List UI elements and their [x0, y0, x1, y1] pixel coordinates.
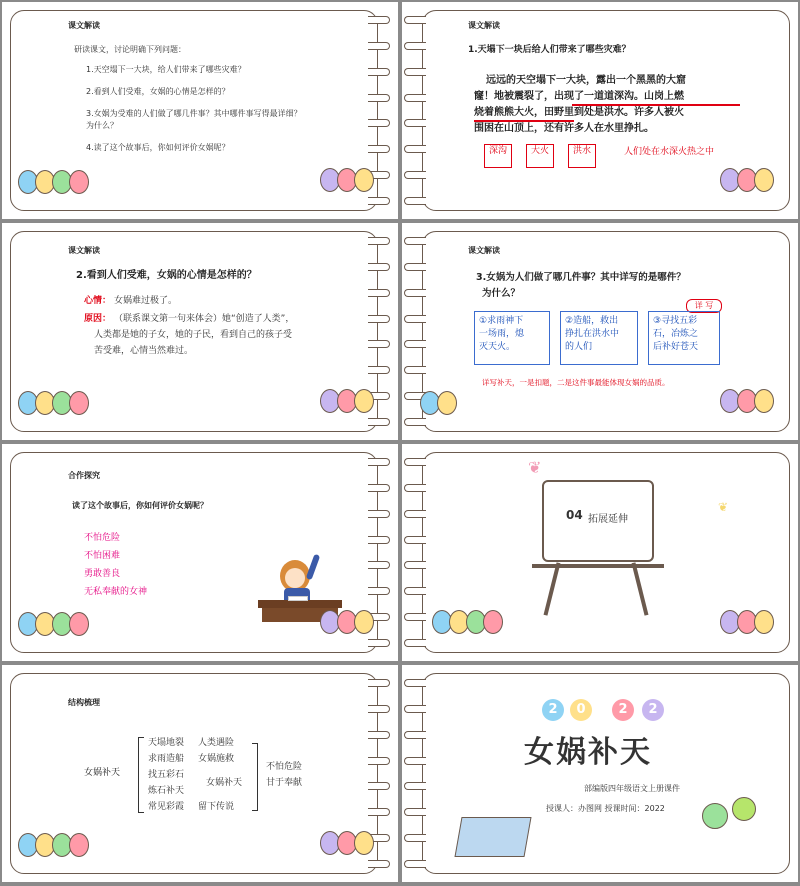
- answer-item: 不怕危险: [84, 533, 121, 543]
- bracket: [252, 743, 258, 811]
- year-balloon: 0: [570, 699, 592, 721]
- butterfly-icon: ❦: [528, 458, 542, 477]
- question-title: 为什么？: [482, 288, 521, 299]
- answer-item: 无私奉献的女神: [84, 587, 148, 597]
- balloons-right: [720, 168, 771, 192]
- notebook-rings: [404, 679, 428, 868]
- slide-6[interactable]: [402, 444, 798, 661]
- passage-line: 围困在山顶上，还有许多人在水里挣扎。: [474, 123, 654, 134]
- passage-line: 烧着熊熊大火，田野里到处是洪水。许多人被火: [474, 107, 684, 118]
- structure-item: 求雨造船: [148, 754, 185, 764]
- balloons-right: [720, 610, 771, 634]
- summary-text: 人们处在水深火热之中: [624, 147, 715, 157]
- passage-line: 窿！地被震裂了，出现了一道道深沟。山岗上燃: [474, 91, 684, 102]
- detail-badge: 详 写: [686, 299, 722, 313]
- structure-item: 天塌地裂: [148, 738, 185, 748]
- balloons-left: [18, 391, 86, 415]
- balloons-left: [18, 833, 86, 857]
- slide-3[interactable]: [2, 223, 398, 440]
- balloons-right: [720, 389, 771, 413]
- slide-8[interactable]: [402, 665, 798, 882]
- notebook-rings: [404, 16, 428, 205]
- reason-text: 苦受难，心情当然难过。: [94, 346, 194, 356]
- balloons-left: [420, 391, 454, 415]
- section-number: 04: [566, 508, 583, 522]
- slide-header: 课文解读: [468, 246, 500, 255]
- intro-text: 研读课文，讨论明确下列问题：: [74, 45, 186, 54]
- balloons-right: [320, 831, 371, 855]
- slide-header: 合作探究: [68, 471, 100, 480]
- tree-icon: [732, 797, 756, 821]
- slide-7[interactable]: [2, 665, 398, 882]
- structure-item: 人类遇险: [198, 738, 235, 748]
- slide-4[interactable]: [402, 223, 798, 440]
- year-balloon: 2: [642, 699, 664, 721]
- question-item: 3.女娲为受难的人们做了哪几件事？其中哪件事写得最详细？: [86, 109, 302, 118]
- reason-text: （联系课文第一句来体会）她“创造了人类”，: [114, 314, 295, 324]
- bracket: [138, 737, 144, 813]
- mood-text: 女娲难过极了。: [114, 296, 178, 306]
- section-title: 拓展延伸: [588, 514, 628, 525]
- question-item: 1.天空塌下一大块，给人们带来了哪些灾难？: [86, 65, 246, 74]
- book-illustration: [454, 817, 531, 857]
- slide-header: 课文解读: [468, 21, 500, 30]
- question-item: 4.读了这个故事后，你如何评价女娲呢？: [86, 143, 230, 152]
- notebook-rings: [404, 458, 428, 647]
- mood-label: 心情：: [84, 296, 112, 306]
- balloons-left: [18, 170, 86, 194]
- passage-line: 远远的天空塌下一大块，露出一个黑黑的大窟: [486, 75, 686, 86]
- structure-root: 女娲补天: [84, 768, 121, 778]
- cover-subtitle: 部编版四年级语文上册课件: [584, 784, 680, 793]
- slide-header: 课文解读: [68, 21, 100, 30]
- balloons-left: [432, 610, 500, 634]
- disaster-tag: 大火: [526, 144, 554, 168]
- deed-box-3: ③寻找五彩 石，冶炼之 后补好苍天: [648, 311, 720, 365]
- slide-header: 结构梳理: [68, 698, 100, 707]
- question-title: 3.女娲为人们做了哪几件事？其中详写的是哪件？: [476, 272, 686, 283]
- easel-shelf: [532, 564, 664, 568]
- structure-item: 留下传说: [198, 802, 235, 812]
- question-title: 2.看到人们受难，女娲的心情是怎样的？: [76, 270, 257, 281]
- deed-box-1: ①求雨神下 一场雨，熄 灭天火。: [474, 311, 550, 365]
- year-balloon: 2: [542, 699, 564, 721]
- question-title: 1.天塌下一块后给人们带来了哪些灾难？: [468, 45, 631, 55]
- year-balloon: 2: [612, 699, 634, 721]
- slide-1[interactable]: [2, 2, 398, 219]
- structure-item: 常见彩霞: [148, 802, 185, 812]
- structure-item: 炼石补天: [148, 786, 185, 796]
- structure-item: 不怕危险: [266, 762, 303, 772]
- answer-item: 勇敢善良: [84, 569, 121, 579]
- question-item: 为什么？: [86, 121, 118, 130]
- question-item: 2.看到人们受难，女娲的心情是怎样的？: [86, 87, 230, 96]
- balloons-right: [320, 610, 371, 634]
- disaster-tag: 洪水: [568, 144, 596, 168]
- structure-item: 女娲补天: [206, 778, 243, 788]
- disaster-tag: 深沟: [484, 144, 512, 168]
- question-title: 读了这个故事后，你如何评价女娲呢？: [72, 501, 208, 510]
- tree-icon: [702, 803, 728, 829]
- slide-2[interactable]: [402, 2, 798, 219]
- balloons-left: [18, 612, 86, 636]
- balloons-right: [320, 389, 371, 413]
- butterfly-icon: ❦: [718, 500, 729, 514]
- structure-item: 女娲施救: [198, 754, 235, 764]
- reason-label: 原因：: [84, 314, 112, 324]
- underline: [474, 120, 574, 122]
- slide-5[interactable]: [2, 444, 398, 661]
- balloons-right: [320, 168, 371, 192]
- structure-item: 甘于奉献: [266, 778, 303, 788]
- underline: [572, 104, 740, 106]
- cover-title: 女娲补天: [524, 735, 652, 770]
- note-text: 详写补天，一是扣题，二是这件事最能体现女娲的品质。: [482, 378, 670, 387]
- structure-item: 找五彩石: [148, 770, 185, 780]
- reason-text: 人类都是她的子女，她的子民，看到自己的孩子受: [94, 330, 293, 340]
- cover-meta: 授课人：办图网 授课时间：2022: [546, 804, 665, 813]
- slide-header: 课文解读: [68, 246, 100, 255]
- deed-box-2: ②造船，救出 挣扎在洪水中 的人们: [560, 311, 638, 365]
- answer-item: 不怕困难: [84, 551, 121, 561]
